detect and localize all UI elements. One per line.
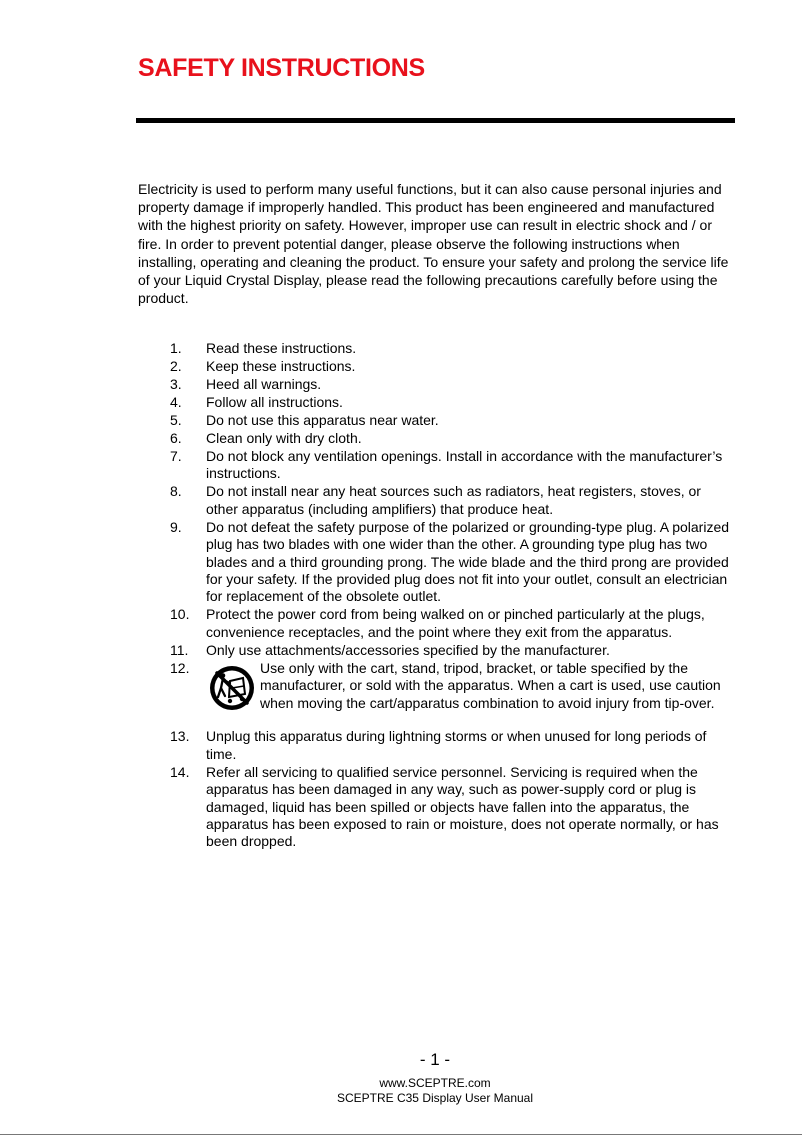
footer-manual-title: SCEPTRE C35 Display User Manual	[336, 1091, 534, 1105]
list-item: 6. Clean only with dry cloth.	[170, 430, 362, 446]
list-item: 1. Read these instructions.	[170, 340, 357, 356]
list-item: 7. Do not block any ventilation openings. Install in accordance with the manufacturer’s instructions.	[170, 448, 723, 482]
list-item: 5. Do not use this apparatus near water.	[170, 412, 439, 428]
list-item: 13. Unplug this apparatus during lightning storms or when unused for long periods of time.	[170, 728, 707, 762]
list-item: 12. Use only with the cart, stand, tripod, bracket, or table specified by the manufacturer, or sold with the apparatus. When a cart is used, use caution when moving the cart/apparatus combination to avoid injury from tip-over.	[170, 659, 721, 711]
list-item: 2. Keep these instructions.	[170, 358, 356, 374]
title-rule	[136, 118, 735, 123]
intro-paragraph: Electricity is used to perform many useful functions, but it can also cause personal injuries and property damage if improperly handled. This product has been engineered and manufactured with the highest priority on safety. However, improper use can result in electric shock and / or fire. In order to prevent potential danger, please observe the following instructions when installing, operating and cleaning the product. To ensure your safety and prolong the service life of your Liquid Crystal Display, please read the following precautions carefully before using the product.	[138, 181, 729, 307]
list-item: 9. Do not defeat the safety purpose of the polarized or grounding-type plug. A polarized plug has two blades with one wider than the other. A grounding type plug has two blades and a third grounding prong. The wide blade and the third prong are provided for your safety. If the provided plug does not fit into your outlet, consult an electrician for replacement of the obsolete outlet.	[170, 518, 730, 605]
instructions-list	[170, 340, 734, 851]
footer-url: www.SCEPTRE.com	[379, 1076, 491, 1090]
list-item: 8. Do not install near any heat sources such as radiators, heat registers, stoves, or other apparatus (including amplifiers) that produce heat.	[170, 483, 701, 517]
page-title: SAFETY INSTRUCTIONS	[138, 54, 425, 82]
list-item: 10. Protect the power cord from being walked on or pinched particularly at the plugs, convenience receptacles, and the point where they exit from the apparatus.	[170, 606, 705, 640]
cart-tip-over-warning-icon	[208, 664, 256, 712]
list-item: 4. Follow all instructions.	[170, 394, 343, 410]
list-item: 3. Heed all warnings.	[170, 376, 322, 392]
page-number: - 1 -	[419, 1050, 451, 1069]
page-bottom-line	[0, 1134, 802, 1135]
list-item: 14. Refer all servicing to qualified service personnel. Servicing is required when the apparatus has been damaged in any way, such as power-supply cord or plug is damaged, liquid has been spilled or objects have fallen into the apparatus, the apparatus has been exposed to rain or moisture, does not operate normally, or has been dropped.	[170, 763, 719, 850]
list-item: 11. Only use attachments/accessories specified by the manufacturer.	[170, 641, 610, 658]
